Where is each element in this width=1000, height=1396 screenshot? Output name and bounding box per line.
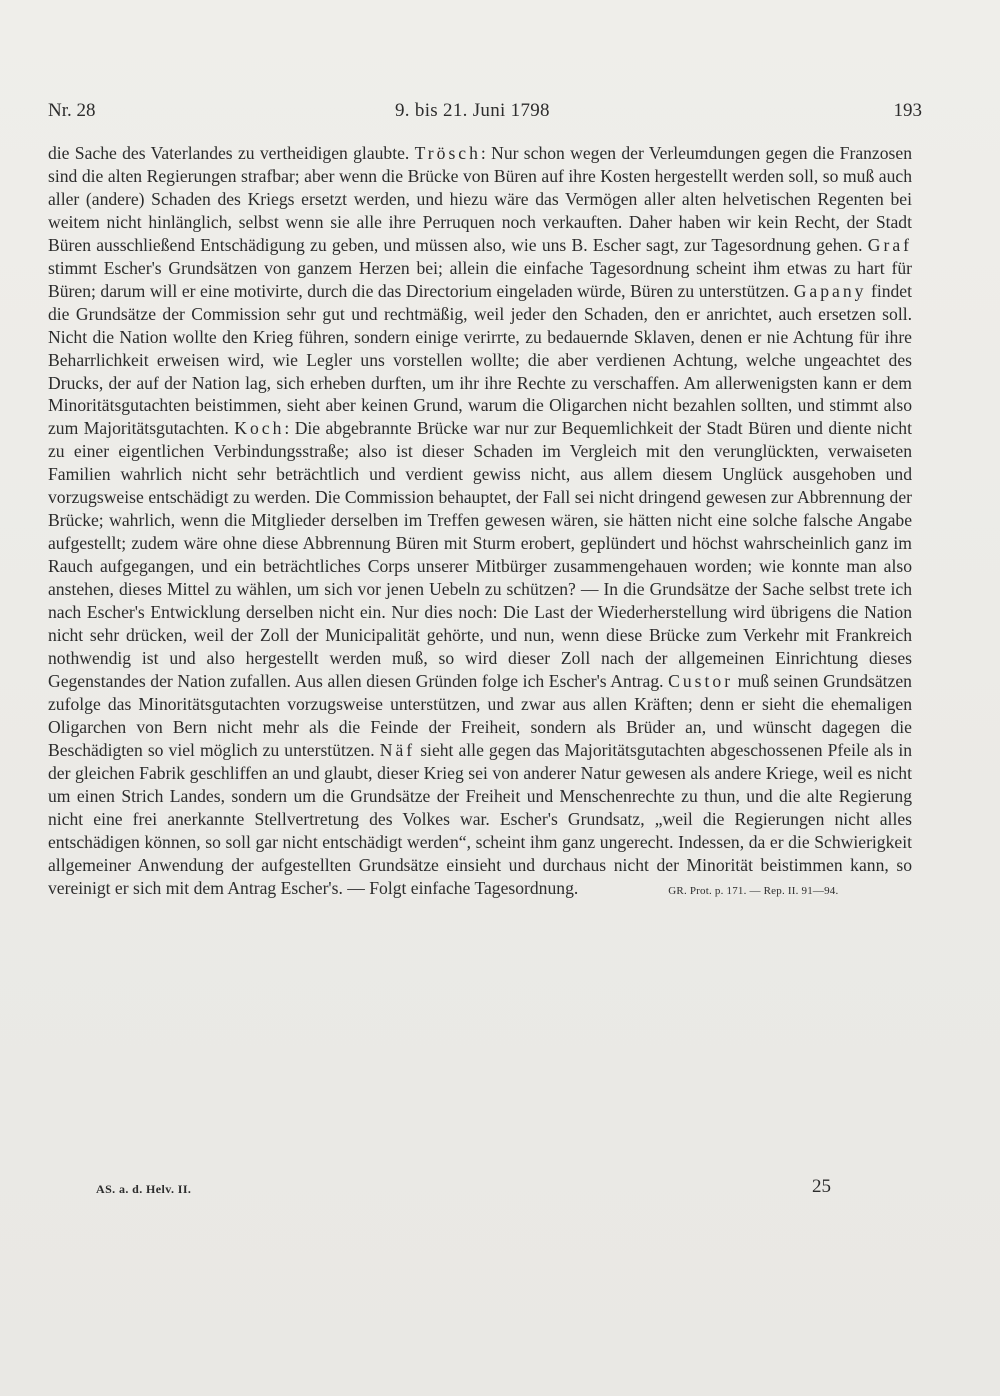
- text-segment: stimmt Escher's Grundsätzen von ganzem Herzen bei; allein die einfache Tagesordnung scheint ihm etwas zu hart für Büren; darum will er eine motivirte, durch die das Directorium eingeladen würde, Büren zu unterstützen.: [48, 257, 912, 301]
- source-reference: GR. Prot. p. 171. — Rep. II. 91—94.: [668, 884, 839, 897]
- sheet-number: 25: [812, 1176, 831, 1197]
- document-number: Nr. 28: [48, 100, 96, 121]
- text-segment: muß seinen Grundsätzen zufolge das Minoritätsgutachten vorzugsweise unterstützen, und zwar aus allen Kräften; denn er sieht die ehemaligen Oligarchen von Bern nicht mehr als die Feinde der Freiheit, sondern als Brüder an, und wünscht dagegen die Beschädigten so viel möglich zu unterstützen.: [48, 670, 912, 760]
- paragraph: [48, 142, 912, 902]
- text-segment: : Die abgebrannte Brücke war nur zur Bequemlichkeit der Stadt Büren und diente nicht zu einer eigentlichen Verbindungsstraße; also ist dieser Schaden im Vergleich mit den verunglückten, verwaiseten Familien wahrlich nicht sehr beträchtlich und verdient gewiss nicht, aus allem diesem Unglück ausgehoben und vorzugsweise entschädigt zu werden. Die Commission behauptet, der Fall sei nicht dringend gewesen zur Abbrennung der Brücke; wahrlich, wenn die Mitglieder derselben im Treffen gewesen wären, sie hätten nicht eine solche falsche Angabe aufgestellt; zudem wäre ohne diese Abbrennung Büren mit Sturm erobert, geplündert und höchst wahrscheinlich ganz im Rauch aufgegangen, und ein beträchtliches Corps unserer Mitbürger zusammengehauen worden; wie konnte man also anstehen, dieses Mittel zu wählen, um sich vor jenen Uebeln zu schützen? — In die Grundsätze der Sache selbst trete ich nach Escher's Entwicklung derselben nicht ein. Nur dies noch: Die Last der Wiederherstellung wird übrigens die Nation nicht sehr drücken, weil der Zoll der Municipalität gehörte, und nun, wenn diese Brücke zum Verkehr mit Frankreich nothwendig ist und also hergestellt werden muß, so wird dieser Zoll nach der allgemeinen Einrichtung dieses Gegenstandes der Nation zufallen. Aus allen diesen Gründen folge ich Escher's Antrag.: [48, 418, 912, 691]
- text-segment: sieht alle gegen das Majoritätsgutachten abgeschossenen Pfeile als in der gleichen Fabrik geschliffen an und glaubt, dieser Krieg sei von anderer Natur gewesen als andere Kriege, weil es nicht um einen Strich Landes, sondern um die Grundsätze der Freiheit und Menschenrechte zu thun, und die alte Regierung nicht eine frei anerkannte Stellvertretung des Volkes war. Escher's Grundsatz, „weil die Regierungen nicht alles entschädigen können, so soll gar nicht entschädigt werden“, scheint ihm ganz ungerecht. Indessen, da er die Schwierigkeit allgemeiner Anwendung der aufgestellten Grundsätze einsieht und durchaus nicht der Minorität beistimmen kann, so vereinigt er sich mit dem Antrag Escher's. — Folgt einfache Tagesordnung.: [48, 739, 913, 898]
- text-segment: die Sache des Vaterlandes zu vertheidigen glaubte.: [48, 143, 410, 163]
- body-text: [48, 142, 912, 902]
- speaker-name: Koch: [234, 418, 285, 439]
- speaker-name: Custor: [668, 670, 734, 691]
- speaker-name: Näf: [379, 739, 416, 760]
- speaker-name: Gapany: [793, 280, 867, 301]
- date-range: 9. bis 21. Juni 1798: [395, 100, 550, 121]
- text-segment: : Nur schon wegen der Verleumdungen gegen die Franzosen sind die alten Regierungen strafbar; aber wenn die Brücke von Büren auf ihre Kosten hergestellt werden soll, so muß auch aller (andere) Schaden des Kriegs ersetzt werden, und hiezu wäre das Vermögen aller alten helvetischen Regenten bei weitem nicht hinlänglich, selbst wenn sie alle ihre Perruquen noch verkauften. Daher haben wir kein Recht, der Stadt Büren ausschließend Entschädigung zu geben, und müssen also, wie uns B. Escher sagt, zur Tagesordnung gehen.: [48, 143, 912, 255]
- page-number: 193: [893, 100, 922, 121]
- speaker-name: Graf: [867, 234, 912, 255]
- signature-mark: AS. a. d. Helv. II.: [96, 1182, 192, 1196]
- text-segment: findet die Grundsätze der Commission sehr gut und rechtmäßig, weil jeder den Schaden, den er anrichtet, auch ersetzen soll. Nicht die Nation wollte den Krieg führen, sondern einige verirrte, zu bedauernde Sklaven, denen er nie Achtung für ihre Beharrlichkeit erweisen wird, wie Legler uns vorstellen wollte; die aber verdienen Achtung, welche ungeachtet des Drucks, der auf der Nation lag, sich erheben durften, um ihr ihre Rechte zu verschaffen. Am allerwenigsten kann er dem Minoritätsgutachten beistimmen, sieht aber keinen Grund, warum die Oligarchen nicht bezahlen sollten, und stimmt also zum Majoritätsgutachten.: [48, 280, 913, 439]
- speaker-name: Trösch: [414, 143, 481, 163]
- show-through-texture: [90, 1015, 910, 1165]
- running-header: [48, 100, 922, 130]
